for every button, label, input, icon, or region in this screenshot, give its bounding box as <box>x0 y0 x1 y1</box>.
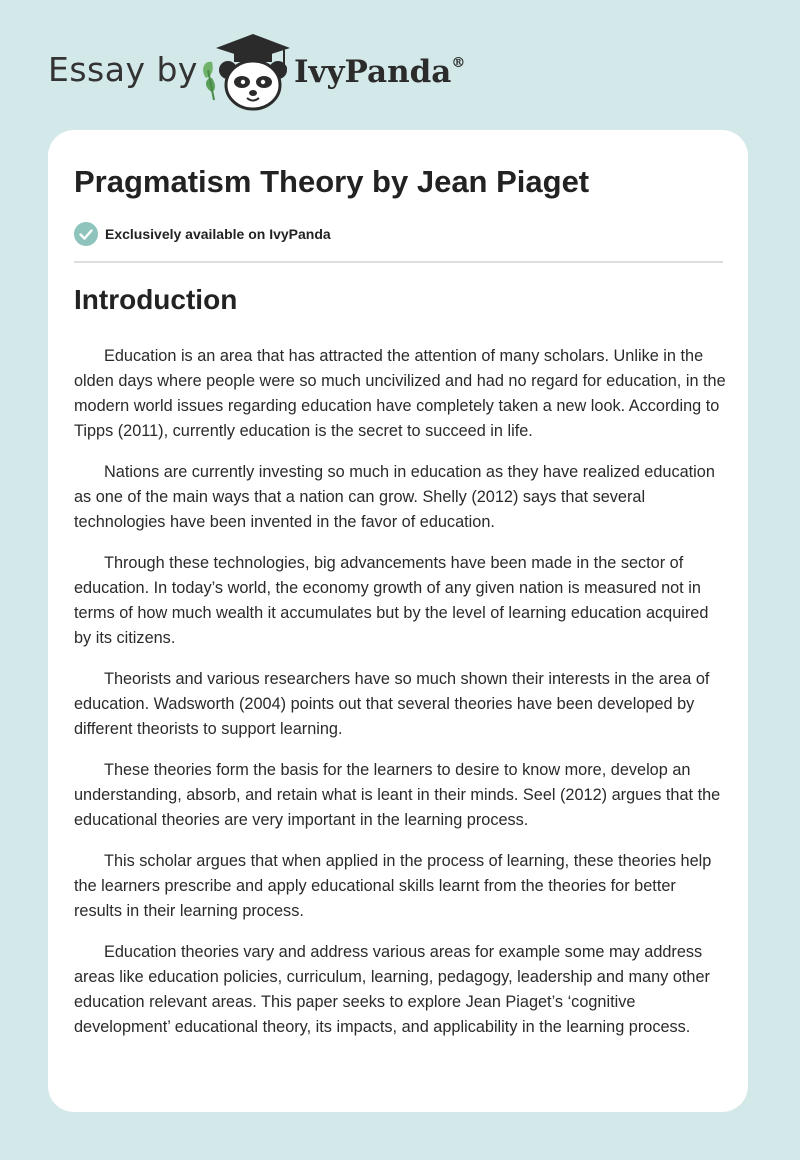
paragraph-6: This scholar argues that when applied in the process of learning, these theories help the learners prescribe and apply educational skills learnt from the theories for better results in their learning process. <box>74 852 712 920</box>
panda-graduate-logo-icon <box>198 30 298 114</box>
paragraph-1: Education is an area that has attracted the attention of many scholars. Unlike in the olden days where people were so much uncivilized and had no regard for education, in the modern world issues regarding education have completely taken a new look. According to Tipps (2011), currently education is the secret to succeed in life. <box>74 347 726 440</box>
divider <box>74 261 723 263</box>
paragraph-3: Through these technologies, big advancements have been made in the sector of education. In today’s world, the economy growth of any given nation is measured not in terms of how much wealth it accumulates but by the level of learning education acquired by its citizens. <box>74 554 709 647</box>
brand-header <box>48 30 488 114</box>
paragraph-5: These theories form the basis for the learners to desire to know more, develop an understanding, absorb, and retain what is leant in their minds. Seel (2012) argues that the educational theories are very important in the learning process. <box>74 761 721 829</box>
exclusive-badge-label: Exclusively available on IvyPanda <box>105 226 331 242</box>
essay-card <box>48 130 748 1112</box>
page-title: Pragmatism Theory by Jean Piaget <box>74 164 590 199</box>
article-body <box>74 344 726 1056</box>
check-circle-icon <box>74 222 98 246</box>
brand-prefix: Essay by <box>48 50 198 89</box>
paragraph-7: Education theories vary and address various areas for example some may address areas like education policies, curriculum, learning, pedagogy, leadership and many other education relevant areas. This paper seeks to explore Jean Piaget’s ‘cognitive development’ educational theory, its impacts, and applicability in the learning process. <box>74 943 710 1036</box>
paragraph-2: Nations are currently investing so much in education as they have realized education as one of the main ways that a nation can grow. Shelly (2012) says that several technologies have been invented in the favor of education. <box>74 463 715 531</box>
paragraph-4: Theorists and various researchers have so much shown their interests in the area of education. Wadsworth (2004) points out that several theories have been developed by different theorists to support learning. <box>74 670 710 738</box>
section-heading: Introduction <box>74 284 238 315</box>
brand-name: IvyPanda® <box>294 54 466 90</box>
